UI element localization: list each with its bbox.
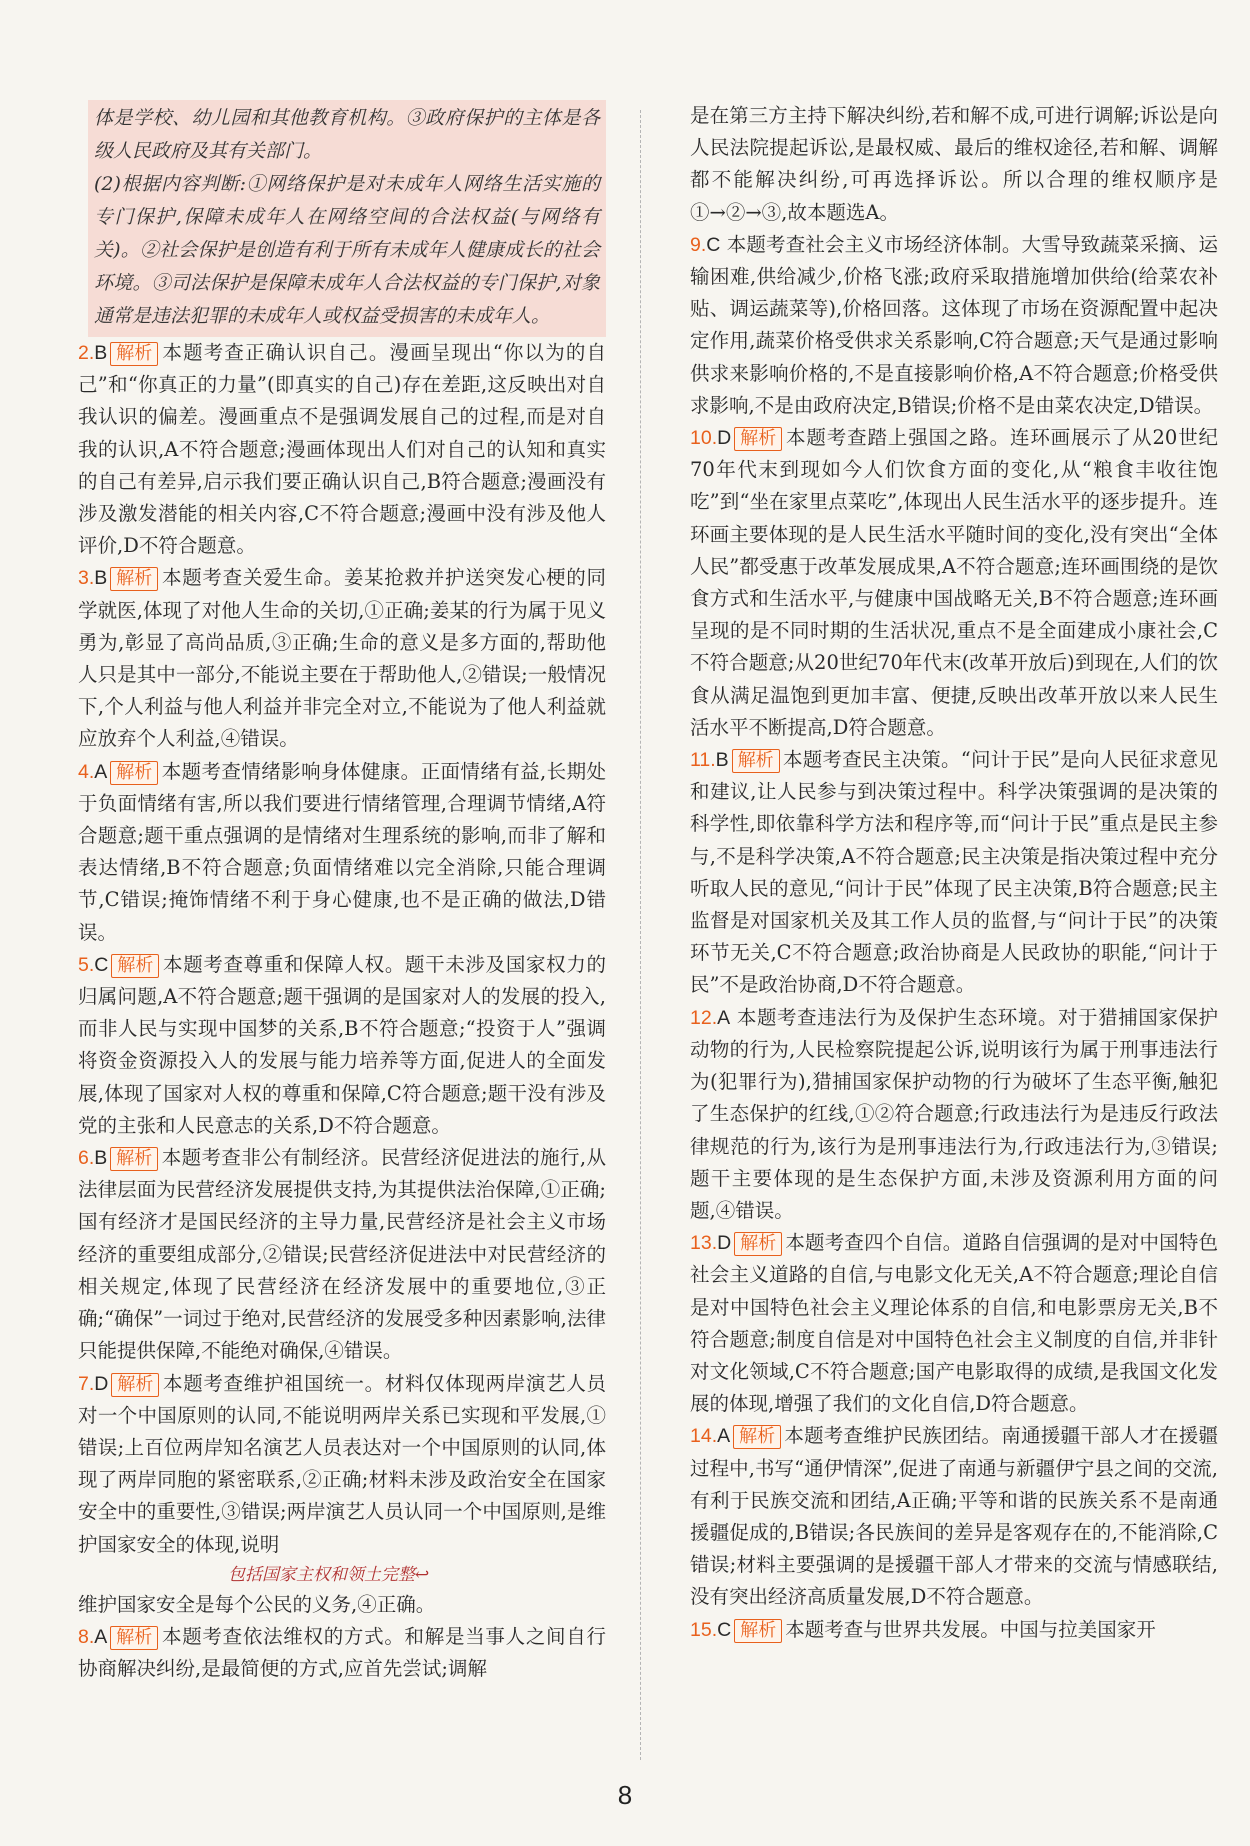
answer-item-13 (690, 1227, 1218, 1420)
analysis-text: 本题考查踏上强国之路。连环画展示了从20世纪70年代末到现如今人们饮食方面的变化,从“粮食丰收往饱吃”到“坐在家里点菜吃”,体现出人民生活水平的逐步提升。连环画主要体现的是人民生活水平随时间的变化,没有突出“全体人民”都受惠于改革发展成果,A不符合题意;连环画围绕的是饮食方式和生活水平,与健康中国战略无关,B不符合题意;连环画呈现的是不同时期的生活状况,重点不是全面建成小康社会,C不符合题意;从20世纪70年代末(改革开放后)到现在,人们的饮食从满足温饱到更加丰富、便捷,反映出改革开放以来人民生活水平不断提高,D符合题意。 (690, 426, 1218, 739)
analysis-text: 本题考查依法维权的方式。和解是当事人之间自行协商解决纠纷,是最简便的方式,应首先尝试;调解 (78, 1624, 606, 1681)
analysis-tag: 解析 (734, 1619, 782, 1643)
answer-item-3 (78, 562, 606, 755)
analysis-tag: 解析 (734, 1232, 782, 1256)
question-number: 9. (690, 233, 707, 256)
analysis-text: 本题考查维护祖国统一。材料仅体现两岸演艺人员对一个中国原则的认同,不能说明两岸关系已实现和平发展,①错误;上百位两岸知名演艺人员表达对一个中国原则的认同,体现了两岸同胞的紧密联系,②正确;材料未涉及政治安全在国家安全中的重要性,③错误;两岸演艺人员认同一个中国原则,是维护国家安全的体现,说明 (78, 1371, 606, 1556)
analysis-text: 本题考查正确认识自己。漫画呈现出“你以为的自己”和“你真正的力量”(即真实的自己)存在差距,这反映出对自我认识的偏差。漫画重点不是强调发展自己的过程,而是对自我的认识,A不符合题意;漫画体现出人们对自己的认知和真实的自己有差异,启示我们要正确认识自己,B符合题意;漫画没有涉及激发潜能的相关内容,C不符合题意;漫画中没有涉及他人评价,D不符合题意。 (78, 341, 606, 558)
answer-letter: D (94, 1372, 109, 1395)
question-number: 3. (78, 567, 95, 590)
answer-letter: C (94, 953, 109, 976)
question-number: 6. (78, 1147, 95, 1170)
analysis-tag: 解析 (110, 342, 158, 366)
question-number: 10. (690, 427, 718, 450)
analysis-tag: 解析 (110, 761, 158, 785)
analysis-text: 本题考查与世界共发展。中国与拉美国家开 (785, 1617, 1156, 1641)
analysis-tag: 解析 (110, 567, 158, 591)
analysis-tag: 解析 (733, 1425, 781, 1449)
answer-letter: A (717, 1425, 731, 1448)
answer-item-11 (690, 744, 1218, 1002)
analysis-tag: 解析 (110, 1147, 158, 1171)
analysis-text: 本题考查违法行为及保护生态环境。对于猎捕国家保护动物的行为,人民检察院提起公诉,说明该行为属于刑事违法行为(犯罪行为),猎捕国家保护动物的行为破坏了生态平衡,触犯了生态保护的红线,①②符合题意;行政违法行为是违反行政法律规范的行为,该行为是刑事违法行为,行政违法行为,③错误;题干主要体现的是生态保护方面,未涉及资源利用方面的问题,④错误。 (690, 1005, 1218, 1222)
question-number: 12. (690, 1006, 718, 1029)
answer-letter: B (94, 342, 108, 364)
analysis-text: 本题考查社会主义市场经济体制。大雪导致蔬菜采摘、运输困难,供给减少,价格飞涨;政府采取措施增加供给(给菜农补贴、调运蔬菜等),价格回落。这体现了市场在资源配置中起决定作用,蔬菜价格受供求关系影响,C符合题意;天气是通过影响供求来影响价格的,不是直接影响价格,A不符合题意;价格受供求影响,不是由政府决定,B错误;价格不是由菜农决定,D错误。 (690, 232, 1218, 417)
answer-letter: B (715, 749, 729, 772)
page-number: 8 (617, 1780, 633, 1810)
analysis-text: 本题考查维护民族团结。南通援疆干部人才在援疆过程中,书写“通伊情深”,促进了南通与新疆伊宁县之间的交流,有利于民族交流和团结,A正确;平等和谐的民族关系不是南通援疆促成的,B错误;各民族间的差异是客观存在的,不能消除,C错误;材料主要强调的是援疆干部人才带来的交流与情感联结,没有突出经济高质量发展,D不符合题意。 (690, 1424, 1218, 1609)
analysis-tag: 解析 (734, 427, 782, 451)
analysis-text: 本题考查尊重和保障人权。题干未涉及国家权力的归属问题,A不符合题意;题干强调的是国家对人的发展的投入,而非人民与实现中国梦的关系,B不符合题意;“投资于人”强调将资金资源投入人的发展与能力培养等方面,促进人的全面发展,体现了国家对人权的尊重和保障,C符合题意;题干没有涉及党的主张和人民意志的关系,D不符合题意。 (78, 952, 606, 1137)
answer-letter: A (94, 760, 108, 783)
answer-item-7-cont (78, 1589, 606, 1621)
answer-item-15 (690, 1614, 1218, 1646)
column-divider (640, 110, 641, 1760)
analysis-text: 本题考查情绪影响身体健康。正面情绪有益,长期处于负面情绪有害,所以我们要进行情绪管理,合理调节情绪,A符合题意;题干重点强调的是情绪对生理系统的影响,而非了解和表达情绪,B不符合题意;负面情绪难以完全消除,只能合理调节,C错误;掩饰情绪不利于身心健康,也不是正确的做法,D错误。 (78, 759, 606, 944)
left-column (78, 100, 606, 1685)
highlighted-note (88, 100, 606, 337)
question-number: 2. (78, 342, 95, 364)
answer-item-9 (690, 229, 1218, 422)
answer-letter: D (717, 427, 732, 450)
question-number: 8. (78, 1625, 95, 1648)
analysis-tag: 解析 (732, 749, 780, 773)
note-line: (2)根据内容判断:①网络保护是对未成年人网络生活实施的专门保护,保障未成年人在网络空间的合法权益(与网络有关)。②社会保护是创造有利于所有未成年人健康成长的社会环境。③司法保护是保障未成年人合法权益的专门保护,对象通常是违法犯罪的未成年人或权益受损害的未成年人。 (94, 173, 600, 327)
answer-letter: B (94, 1147, 108, 1170)
analysis-text: 维护国家安全是每个公民的义务,④正确。 (78, 1592, 436, 1616)
answer-item-4 (78, 756, 606, 949)
analysis-text: 是在第三方主持下解决纠纷,若和解不成,可进行调解;诉讼是向人民法院提起诉讼,是最权威、最后的维权途径,若和解、调解都不能解决纠纷,可再选择诉讼。所以合理的维权顺序是①→②→③,故本题选A。 (690, 104, 1218, 224)
question-number: 7. (78, 1372, 95, 1395)
answer-letter: C (717, 1618, 732, 1641)
answer-item-2 (78, 337, 606, 562)
question-number: 4. (78, 760, 95, 783)
analysis-tag: 解析 (111, 954, 159, 978)
arrow-icon: ↩ (415, 1564, 430, 1585)
answer-item-8-cont (690, 100, 1218, 229)
analysis-tag: 解析 (111, 1373, 159, 1397)
question-number: 5. (78, 953, 95, 976)
answer-item-12 (690, 1002, 1218, 1227)
answer-letter: A (717, 1006, 731, 1029)
question-number: 13. (690, 1232, 718, 1255)
answer-item-5 (78, 949, 606, 1142)
annotation-text: 包括国家主权和领土完整 (228, 1564, 415, 1585)
analysis-text: 本题考查民主决策。“问计于民”是向人民征求意见和建议,让人民参与到决策过程中。科学决策强调的是决策的科学性,即依靠科学方法和程序等,而“问计于民”重点是民主参与,不是科学决策,A不符合题意;民主决策是指决策过程中充分听取人民的意见,“问计于民”体现了民主决策,B符合题意;民主监督是对国家机关及其工作人员的监督,与“问计于民”的决策环节无关,C不符合题意;政治协商是人民政协的职能,“问计于民”不是政治协商,D不符合题意。 (690, 748, 1218, 997)
question-number: 14. (690, 1425, 718, 1448)
analysis-text: 本题考查四个自信。道路自信强调的是对中国特色社会主义道路的自信,与电影文化无关,A不符合题意;理论自信是对中国特色社会主义理论体系的自信,和电影票房无关,B不符合题意;制度自信是对中国特色社会主义制度的自信,并非针对文化领域,C不符合题意;国产电影取得的成绩,是我国文化发展的体现,增强了我们的文化自信,D符合题意。 (690, 1231, 1218, 1416)
answer-item-14 (690, 1420, 1218, 1613)
handwritten-annotation (78, 1561, 606, 1589)
answer-letter: C (706, 233, 721, 256)
answer-letter: D (717, 1232, 732, 1255)
question-number: 15. (690, 1618, 718, 1641)
answer-item-6 (78, 1142, 606, 1367)
answer-item-8 (78, 1621, 606, 1685)
question-number: 11. (690, 749, 716, 772)
right-column (690, 100, 1218, 1646)
answer-item-10 (690, 422, 1218, 744)
analysis-text: 本题考查非公有制经济。民营经济促进法的施行,从法律层面为民营经济发展提供支持,为其提供法治保障,①正确;国有经济才是国民经济的主导力量,民营经济是社会主义市场经济的重要组成部分,②错误;民营经济促进法中对民营经济的相关规定,体现了民营经济在经济发展中的重要地位,③正确;“确保”一词过于绝对,民营经济的发展受多种因素影响,法律只能提供保障,不能绝对确保,④错误。 (78, 1146, 606, 1363)
answer-item-7 (78, 1368, 606, 1561)
answer-letter: B (94, 567, 108, 590)
analysis-text: 本题考查关爱生命。姜某抢救并护送突发心梗的同学就医,体现了对他人生命的关切,①正确;姜某的行为属于见义勇为,彰显了高尚品质,③正确;生命的意义是多方面的,帮助他人只是其中一部分,不能说主要在于帮助他人,②错误;一般情况下,个人利益与他人利益并非完全对立,不能说为了他人利益就应放弃个人利益,④错误。 (78, 566, 606, 751)
answer-letter: A (94, 1625, 108, 1648)
note-line: 体是学校、幼儿园和其他教育机构。③政府保护的主体是各级人民政府及其有关部门。 (94, 107, 600, 162)
analysis-tag: 解析 (110, 1626, 158, 1650)
